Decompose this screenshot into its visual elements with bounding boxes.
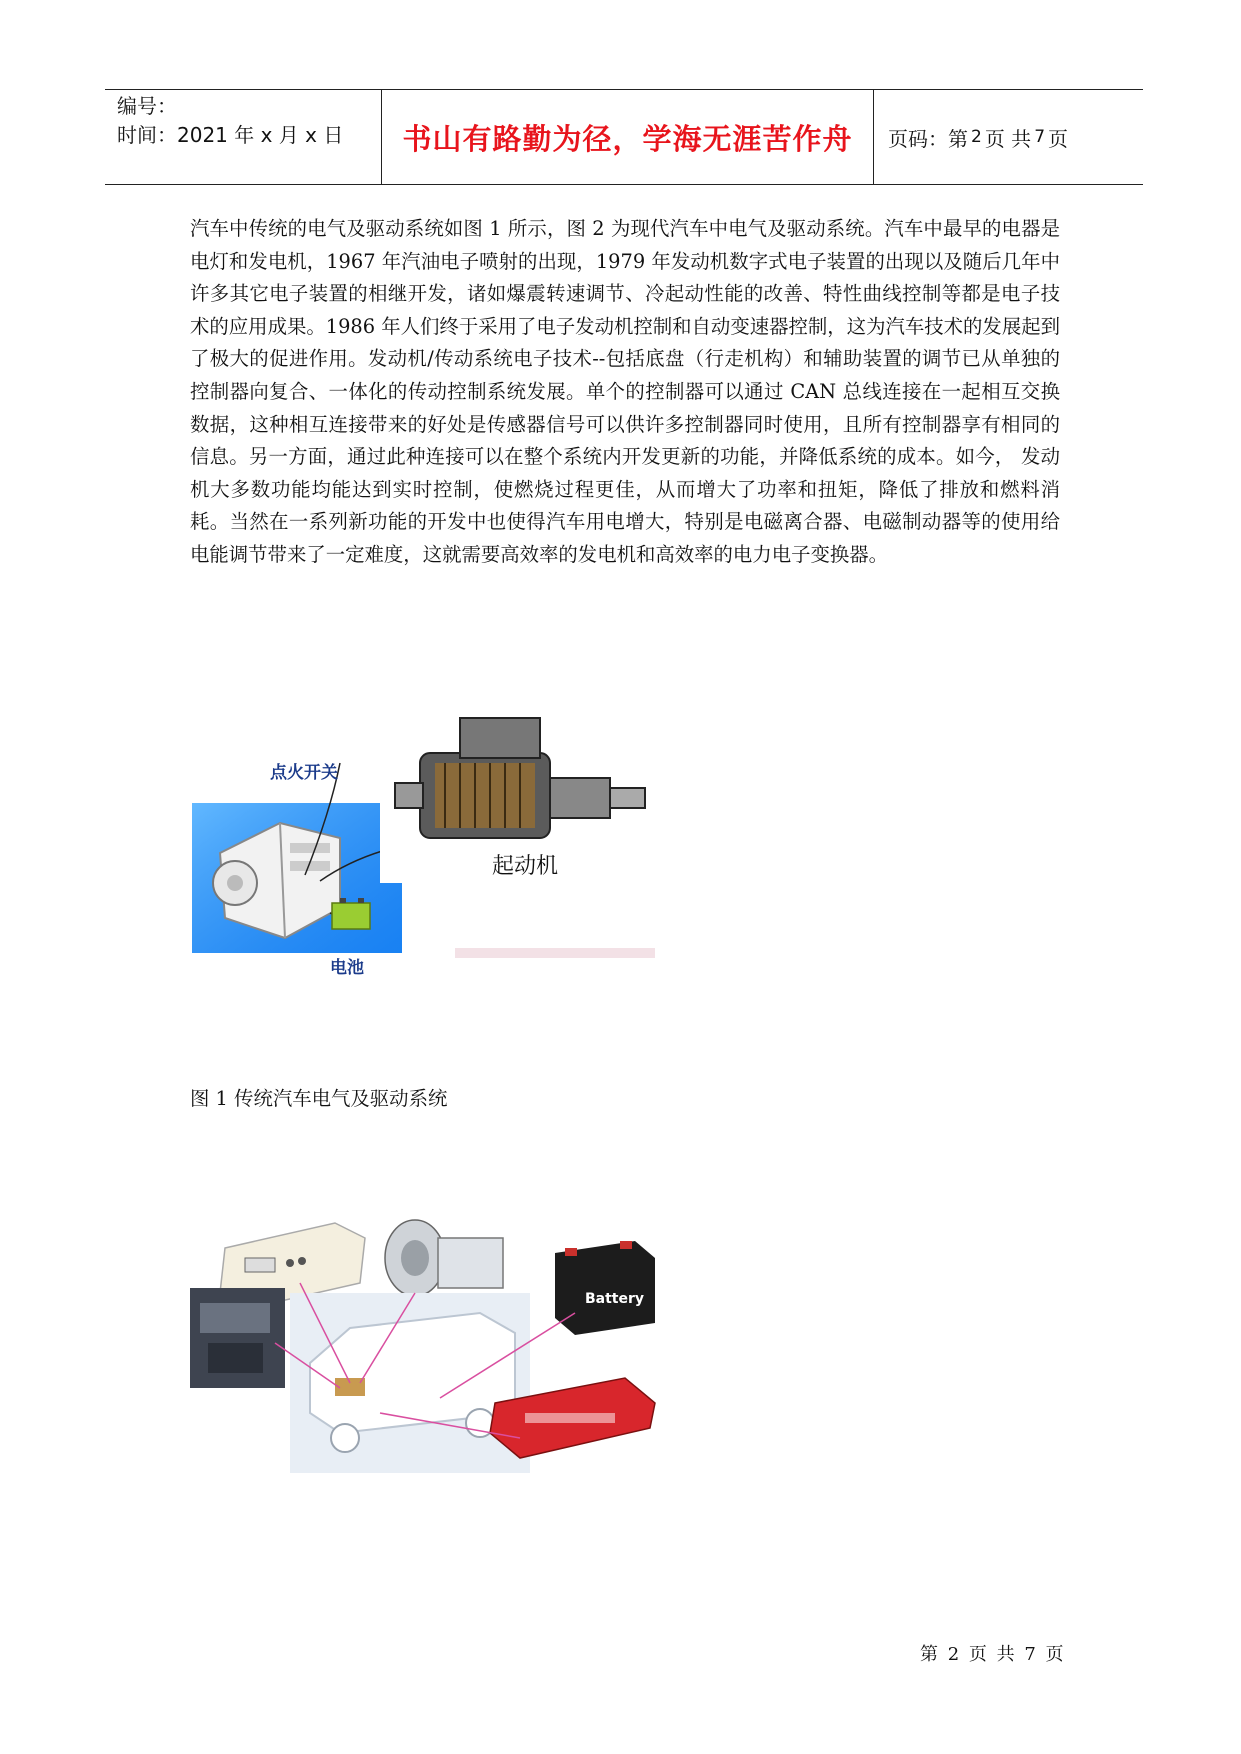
body-paragraph: 汽车中传统的电气及驱动系统如图 1 所示，图 2 为现代汽车中电气及驱动系统。汽车中最早的电器是电灯和发电机，1967 年汽油电子喷射的出现，1979 年发动机数字式电子装置的出现以及随后几年中许多其它电子装置的相继开发，诸如爆震转速调节、冷起动性能的改善、特性曲线控制等都是电子技术的应用成果。1986 年人们终于采用了电子发动机控制和自动变速器控制，这为汽车技术的发展起到了极大的促进作用。发动机/传动系统电子技术--包括底盘（行走机构）和辅助装置的调节已从单独的控制器向复合、一体化的传动控制系统发展。单个的控制器可以通过 CAN 总线连接在一起相互交换数据，这种相互连接带来的好处是传感器信号可以供许多控制器同时使用，且所有控制器享有相同的信息。另一方面，通过此种连接可以在整个系统内开发更新的功能，并降低系统的成本。如今， 发动机大多数功能均能达到实时控制，使燃烧过程更佳，从而增大了功率和扭矩，降低了排放和燃料消耗。当然在一系列新功能的开发中也使得汽车用电增大，特别是电磁离合器、电磁制动器等的使用给电能调节带来了一定难度，这就需要高效率的发电机和高效率的电力电子变换器。 <box>190 217 1060 566</box>
serial-label: 编号： <box>117 94 177 118</box>
time-label: 时间：2021 年 x 月 x 日 <box>117 123 344 147</box>
transmission-illustration <box>385 1220 503 1296</box>
battery-brand-label: Battery <box>585 1291 645 1307</box>
label-battery: 电池 <box>330 958 364 978</box>
vehicle-illustration <box>290 1293 530 1473</box>
engine-product-illustration <box>190 1288 285 1388</box>
battery-product-illustration <box>555 1241 655 1335</box>
header-motto: 书山有路勤为径，学海无涯苦作舟 <box>402 121 853 156</box>
header-meta <box>105 90 382 184</box>
label-starter: 起动机 <box>492 854 559 879</box>
figure-2-modern-system <box>190 1213 665 1478</box>
page-current: 2 <box>971 127 982 147</box>
page-total: 7 <box>1034 127 1046 147</box>
header-page-info <box>874 90 1143 184</box>
page-footer: 第 2 页 共 7 页 <box>920 1644 1066 1665</box>
page-suffix: 页 <box>1048 126 1069 151</box>
page-mid: 页 共 <box>984 126 1032 151</box>
label-ignition-switch: 点火开关 <box>270 763 338 783</box>
header-motto-cell <box>382 90 874 184</box>
figure-1-traditional-system <box>190 703 660 983</box>
figure-1-caption: 图 1 传统汽车电气及驱动系统 <box>190 1087 448 1110</box>
document-header <box>105 89 1143 185</box>
battery-illustration <box>332 898 370 929</box>
page-prefix: 页码：第 <box>888 126 968 151</box>
